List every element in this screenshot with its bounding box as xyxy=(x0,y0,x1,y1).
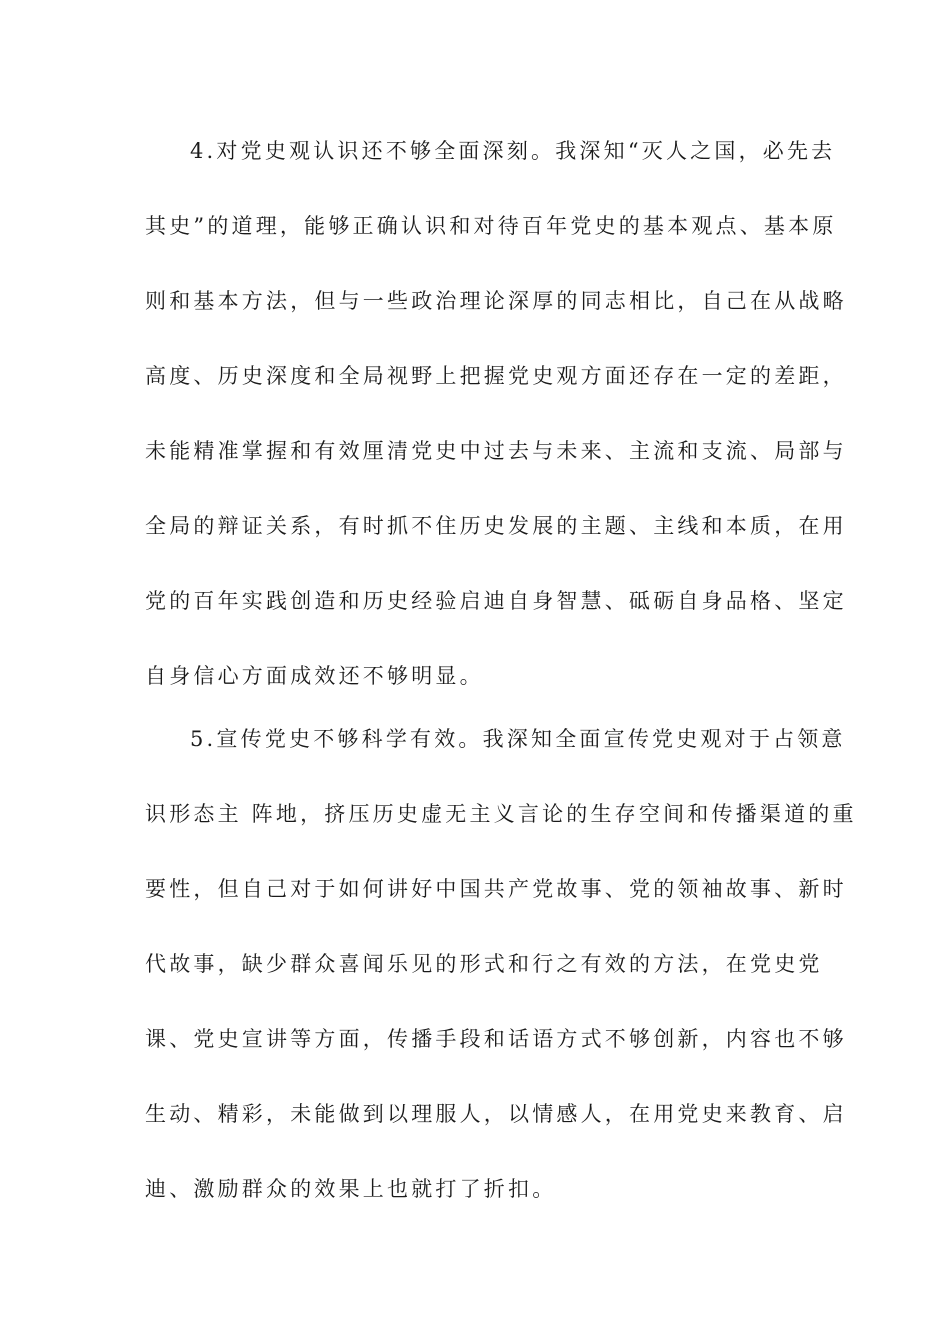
paragraph-1-line-1: 4.对党史观认识还不够全面深刻。我深知“灭人之国，必先去 xyxy=(190,139,836,163)
paragraph-2-line-4: 代故事，缺少群众喜闻乐见的形式和行之有效的方法，在党史党 xyxy=(145,952,823,976)
paragraph-1-line-5: 未能精准掌握和有效厘清党史中过去与未来、主流和支流、局部与 xyxy=(145,439,847,463)
paragraph-2-line-5: 课、党史宣讲等方面，传播手段和话语方式不够创新，内容也不够 xyxy=(145,1027,847,1051)
paragraph-1-line-4: 高度、历史深度和全局视野上把握党史观方面还存在一定的差距， xyxy=(145,364,847,388)
paragraph-2-line-2: 识形态主 阵地，挤压历史虚无主义言论的生存空间和传播渠道的重 xyxy=(145,802,857,826)
paragraph-2-line-7: 迪、激励群众的效果上也就打了折扣。 xyxy=(145,1177,557,1201)
paragraph-2-line-6: 生动、精彩，未能做到以理服人，以情感人，在用党史来教育、启 xyxy=(145,1102,847,1126)
paragraph-1-line-7: 党的百年实践创造和历史经验启迪自身智慧、砥砺自身品格、坚定 xyxy=(145,589,847,613)
paragraph-1-line-3: 则和基本方法，但与一些政治理论深厚的同志相比，自己在从战略 xyxy=(145,289,847,313)
paragraph-2-line-1: 5.宣传党史不够科学有效。我深知全面宣传党史观对于占领意 xyxy=(190,727,846,751)
paragraph-2-line-3: 要性，但自己对于如何讲好中国共产党故事、党的领袖故事、新时 xyxy=(145,877,847,901)
paragraph-1-line-8: 自身信心方面成效还不够明显。 xyxy=(145,664,484,688)
paragraph-1-line-6: 全局的辩证关系，有时抓不住历史发展的主题、主线和本质，在用 xyxy=(145,514,847,538)
paragraph-1-line-2: 其史”的道理，能够正确认识和对待百年党史的基本观点、基本原 xyxy=(145,214,837,238)
